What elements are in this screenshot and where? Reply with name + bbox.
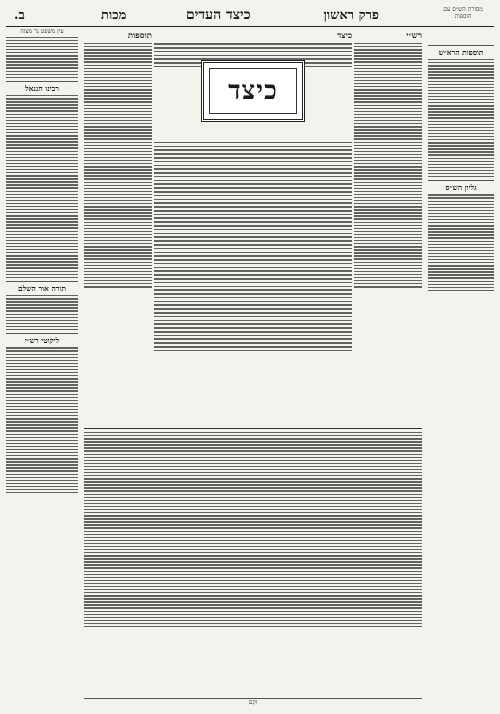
chapter-label: פרק ראשון xyxy=(323,8,379,23)
tosafot-title: תוספות xyxy=(127,31,152,41)
left-section-title: ליקוטי רש״י xyxy=(6,333,78,345)
left-section-title: רבינו חננאל xyxy=(6,81,78,93)
tractate-title: כיצד העדים xyxy=(186,7,251,23)
gemara-text xyxy=(154,30,352,422)
right-margin-column xyxy=(428,42,494,472)
corner-right-label: מסורת הש״ס עם הוספות xyxy=(443,6,483,20)
corner-left-label: עין משפט נר מצוה xyxy=(20,28,64,35)
folio-number: ב. xyxy=(14,8,25,23)
talmud-page xyxy=(6,6,494,708)
rashi-commentary xyxy=(354,30,422,422)
decorative-frame xyxy=(201,60,305,122)
tosafot-commentary xyxy=(84,30,152,422)
masechet-label: מכות xyxy=(101,8,127,23)
lower-commentary xyxy=(84,428,422,691)
left-section-title: תורה אור השלם xyxy=(6,281,78,293)
left-margin-column xyxy=(6,28,78,708)
right-section-title: תוספות הרא״ש xyxy=(428,45,494,57)
page-footer: וקם xyxy=(84,698,422,709)
right-section-title: גליון הש״ס xyxy=(428,180,494,192)
central-text-block xyxy=(84,30,422,690)
right-section-text xyxy=(428,59,494,177)
page-header xyxy=(6,6,494,27)
rashi-title: רש״י xyxy=(406,31,422,41)
gemara-opening-word: כיצד xyxy=(337,31,352,41)
frame-word: כיצד xyxy=(228,76,278,106)
